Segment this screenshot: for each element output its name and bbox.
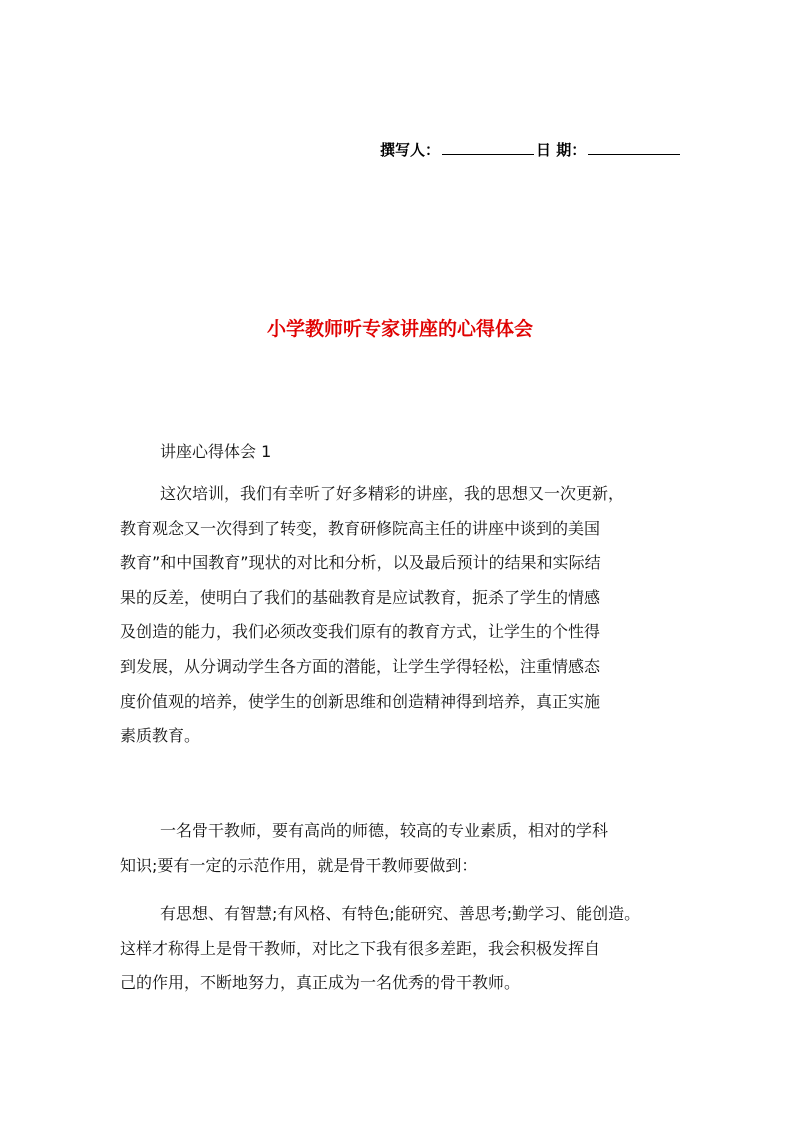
date-blank — [588, 140, 680, 155]
paragraph-line: 度价值观的培养，使学生的创新思维和创造精神得到培养，真正实施 — [120, 691, 601, 711]
paragraph-line: 有思想、有智慧;有风格、有特色;能研究、善思考;勤学习、能创造。 — [160, 904, 641, 923]
paragraph-line: 一名骨干教师，要有高尚的师德，较高的专业素质，相对的学科 — [160, 821, 609, 840]
paragraph-3 — [120, 897, 690, 1001]
author-blank — [442, 140, 534, 155]
date-label: 日 期： — [536, 141, 587, 159]
author-date-line — [380, 139, 700, 161]
document-title: 小学教师听专家讲座的心得体会 — [266, 318, 533, 340]
paragraph-line: 知识;要有一定的示范作用，就是骨干教师要做到： — [120, 855, 478, 875]
paragraph-line: 到发展，从分调动学生各方面的潜能，让学生学得轻松，注重情感态 — [120, 656, 601, 676]
paragraph-line: 这样才称得上是骨干教师，对比之下我有很多差距，我会积极发挥自 — [120, 938, 601, 958]
paragraph-line: 果的反差，使明白了我们的基础教育是应试教育，扼杀了学生的情感 — [120, 587, 601, 607]
paragraph-line: 教育观念又一次得到了转变，教育研修院高主任的讲座中谈到的美国 — [120, 518, 601, 538]
paragraph-2 — [120, 814, 690, 883]
section-heading: 讲座心得体会 1 — [160, 442, 272, 461]
paragraph-line: 素质教育。 — [120, 726, 201, 746]
paragraph-line: 己的作用，不断地努力，真正成为一名优秀的骨干教师。 — [120, 973, 521, 993]
paragraph-1 — [120, 477, 690, 754]
paragraph-line: 这次培训，我们有幸听了好多精彩的讲座，我的思想又一次更新， — [160, 484, 625, 503]
author-label: 撰写人： — [380, 141, 441, 159]
paragraph-line: 教育”和中国教育”现状的对比和分析，以及最后预计的结果和实际结 — [120, 553, 601, 573]
paragraph-line: 及创造的能力，我们必须改变我们原有的教育方式，让学生的个性得 — [120, 622, 601, 642]
